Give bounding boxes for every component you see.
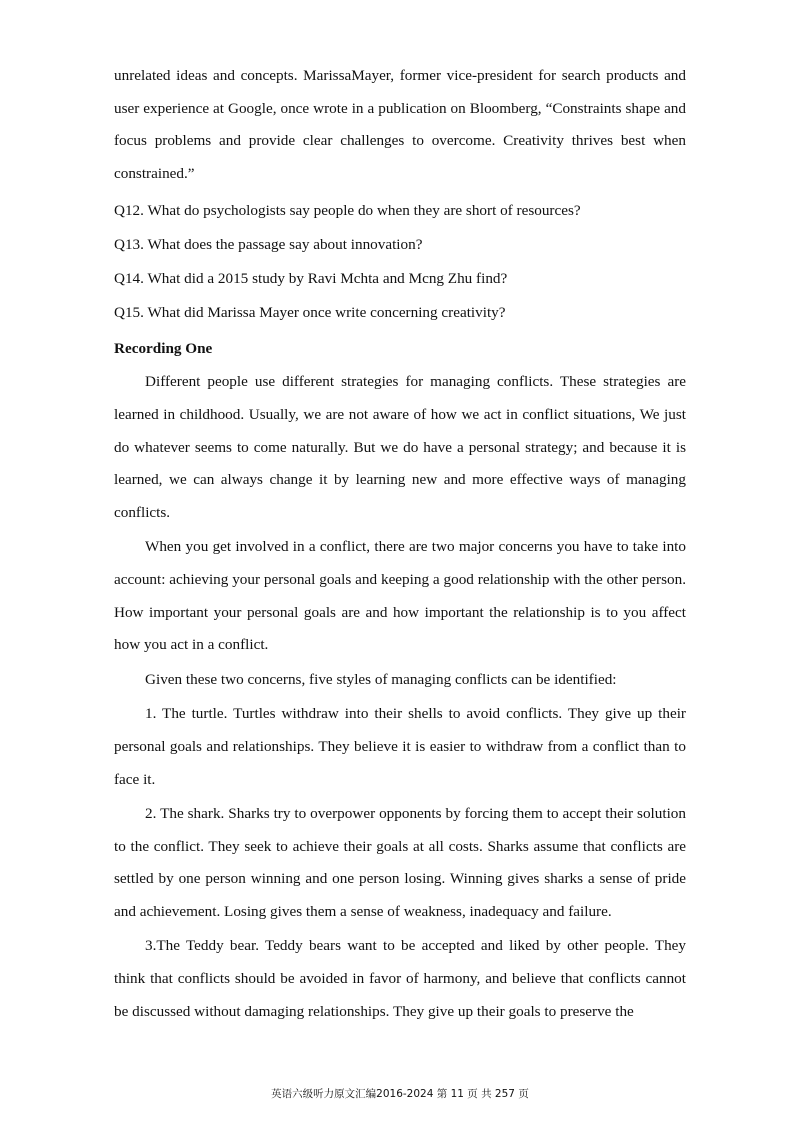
- body-paragraph-6: 3.The Teddy bear. Teddy bears want to be accepted and liked by other people. They think that conflicts should be avoided in favor of harmony, and believe that conflicts cannot be discussed without damaging relationships. They give up their goals to preserve the: [114, 937, 686, 1020]
- question-q14: Q14. What did a 2015 study by Ravi Mchta and Mcng Zhu find?: [114, 270, 508, 288]
- body-paragraph-3: Given these two concerns, five styles of managing conflicts can be identified:: [145, 670, 617, 688]
- question-q15: Q15. What did Marissa Mayer once write concerning creativity?: [114, 304, 506, 322]
- question-q12: Q12. What do psychologists say people do when they are short of resources?: [114, 202, 581, 220]
- document-page: [114, 60, 686, 1028]
- body-paragraph-2: When you get involved in a conflict, there are two major concerns you have to take into account: achieving your personal goals and keeping a good relationship with the other person. How important your personal goals are and how important the relationship is to you affect how you act in a conflict.: [114, 538, 686, 654]
- question-q13: Q13. What does the passage say about innovation?: [114, 236, 423, 254]
- body-paragraph-5: 2. The shark. Sharks try to overpower opponents by forcing them to accept their solution to the conflict. They seek to achieve their goals at all costs. Sharks assume that conflicts are settled by one person winning and one person losing. Winning gives sharks a sense of pride and achievement. Losing gives them a sense of weakness, inadequacy and failure.: [114, 805, 686, 920]
- page-footer: 英语六级听力原文汇编2016-2024 第 11 页 共 257 页: [271, 1088, 529, 1100]
- body-paragraph-1: Different people use different strategies for managing conflicts. These strategies are learned in childhood. Usually, we are not aware of how we act in conflict situations, We just do whatever seems to come naturally. But we do have a personal strategy; and because it is learned, we can always change it by learning new and more effective ways of managing conflicts.: [114, 373, 686, 521]
- section-heading: Recording One: [114, 340, 213, 358]
- intro-paragraph: unrelated ideas and concepts. MarissaMayer, former vice-president for search products and user experience at Google, once wrote in a publication on Bloomberg, “Constraints shape and focus problems and provide clear challenges to overcome. Creativity thrives best when constrained.”: [114, 67, 686, 182]
- body-paragraph-4: 1. The turtle. Turtles withdraw into their shells to avoid conflicts. They give up their personal goals and relationships. They believe it is easier to withdraw from a conflict than to face it.: [114, 705, 686, 788]
